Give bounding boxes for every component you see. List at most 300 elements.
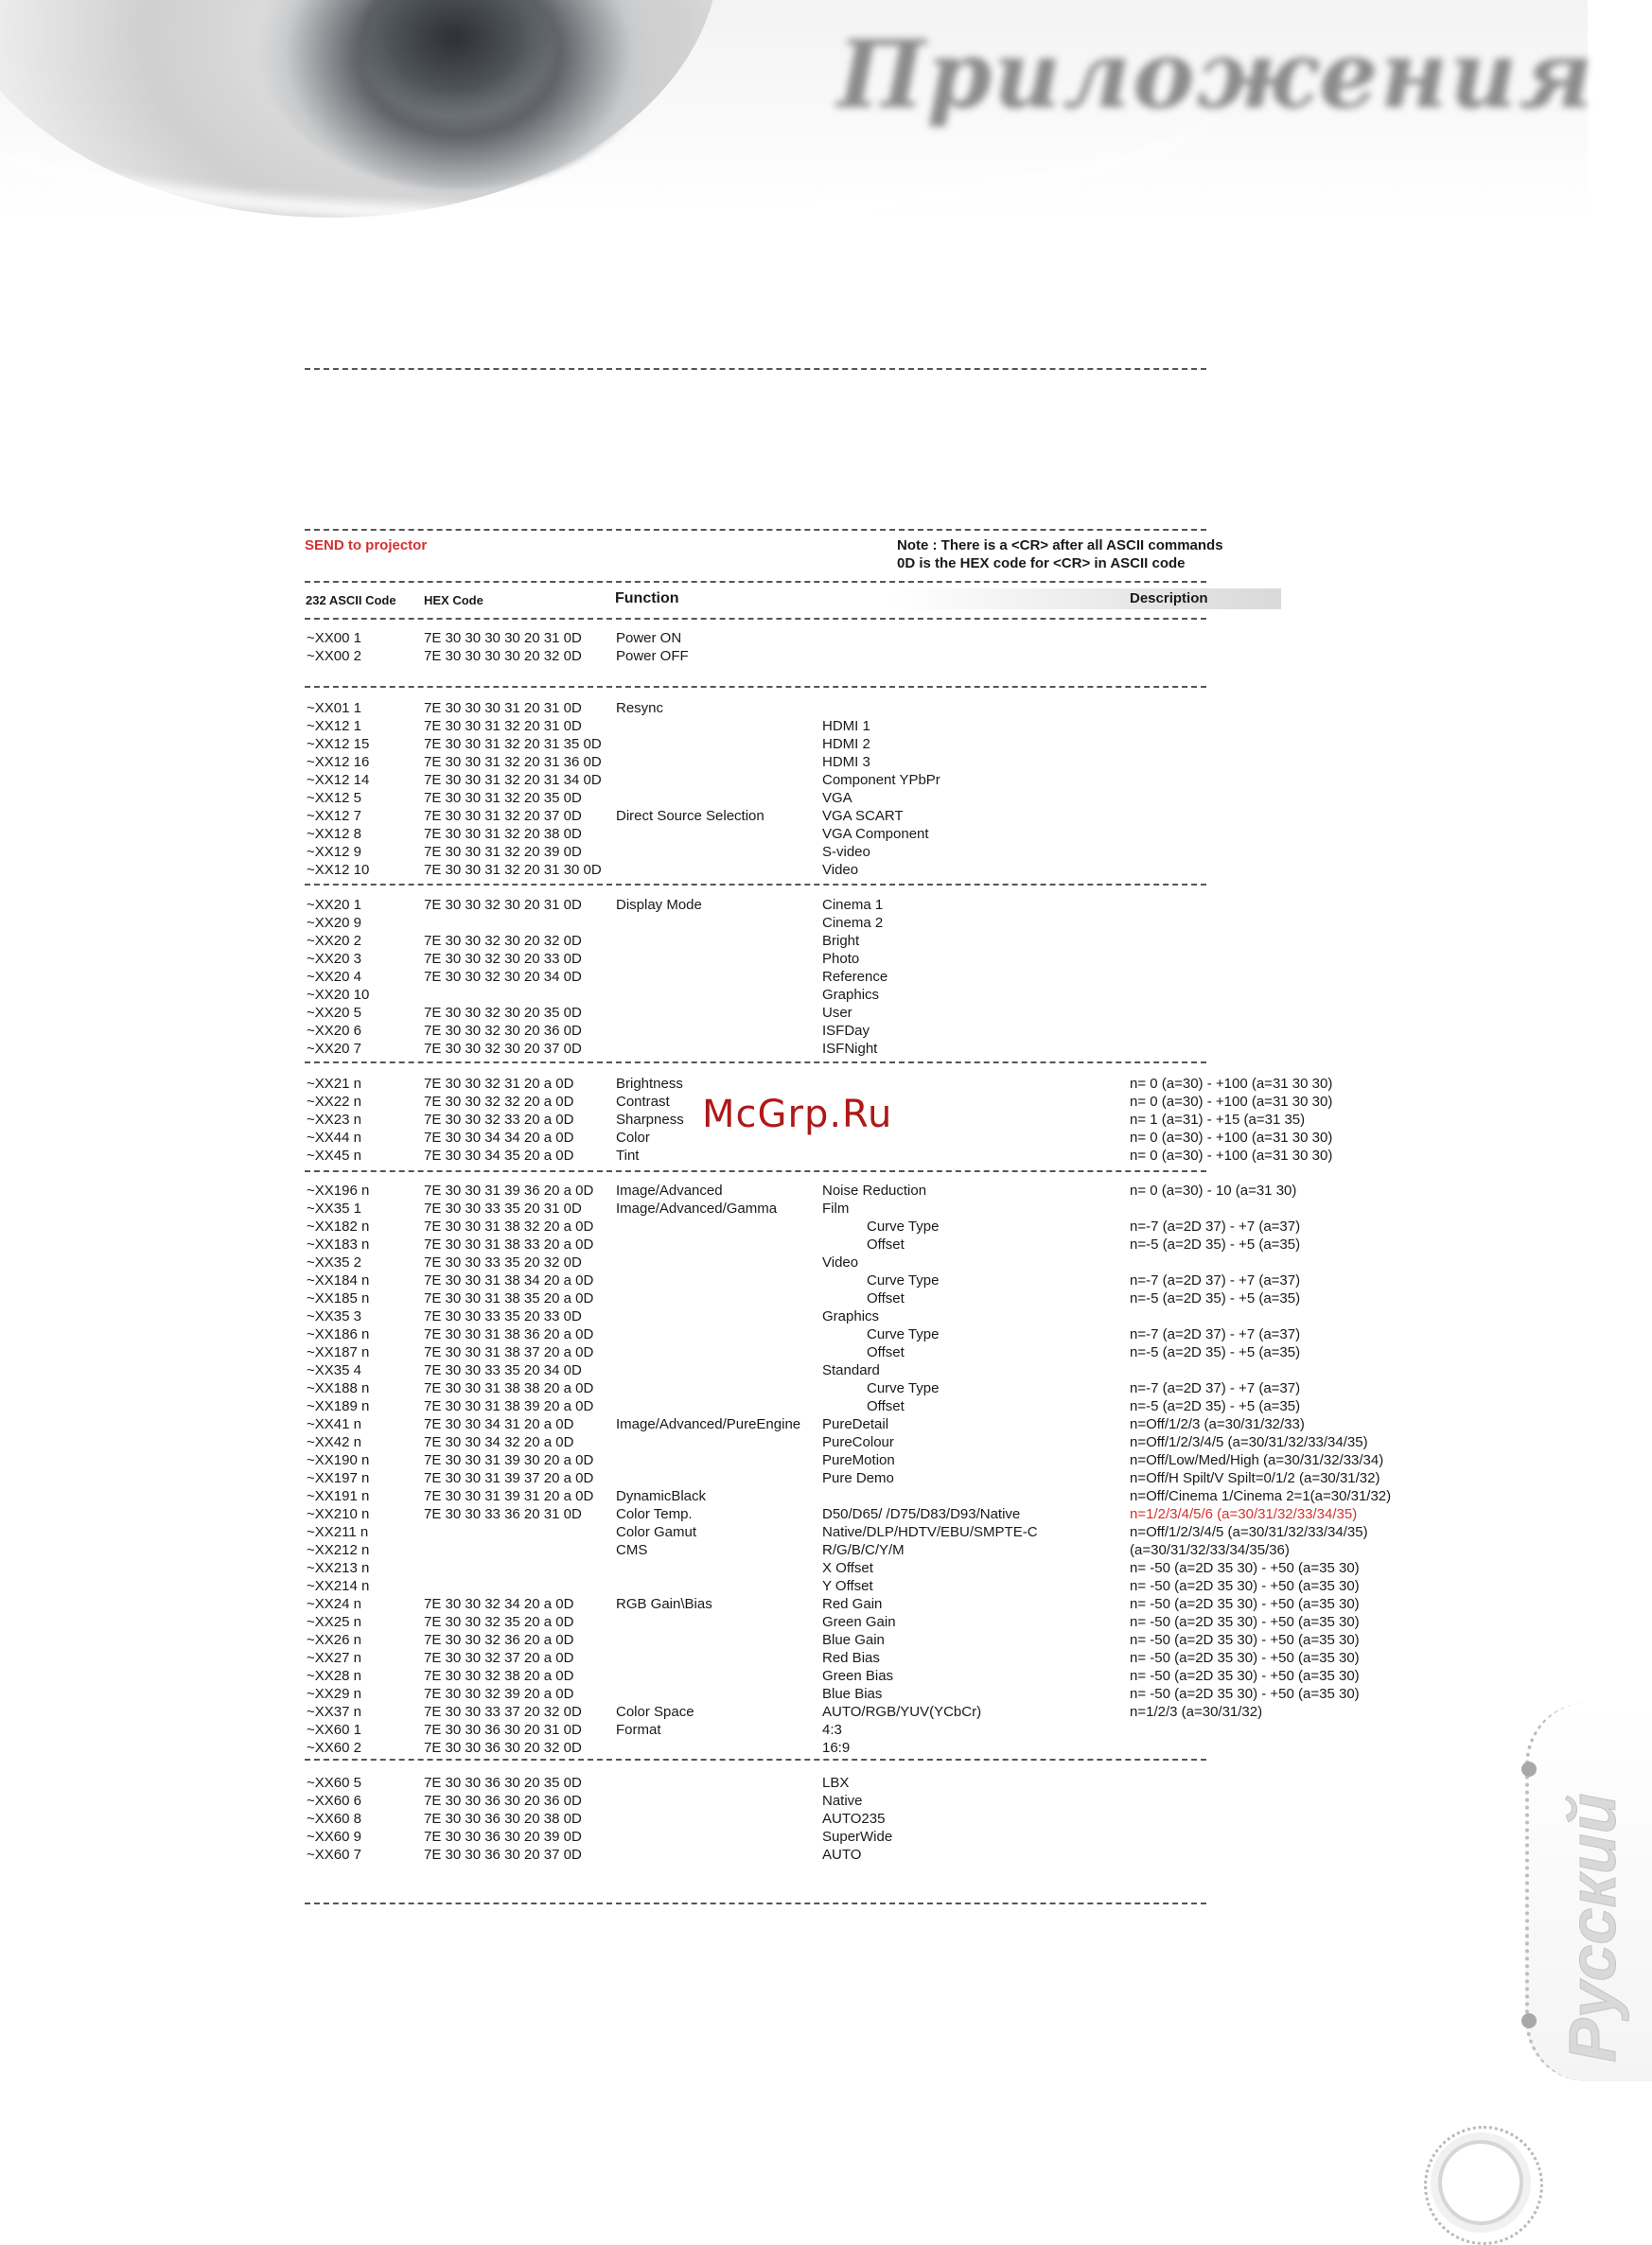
command-code: ~XX24 n — [307, 1596, 361, 1612]
function-option: Curve Type — [867, 1219, 940, 1235]
divider — [305, 1061, 1206, 1063]
hex-code: 7E 30 30 30 30 20 31 0D — [424, 630, 582, 646]
table-row — [0, 1829, 1588, 1847]
tab-dot — [1521, 2013, 1537, 2028]
tab-dot — [1521, 1762, 1537, 1777]
function: Color Temp. — [616, 1506, 693, 1522]
function-option: R/G/B/C/Y/M — [822, 1542, 905, 1558]
function-option: Blue Gain — [822, 1632, 885, 1648]
table-row — [0, 630, 1588, 648]
command-code: ~XX191 n — [307, 1488, 370, 1504]
description: n=-5 (a=2D 35) - +5 (a=35) — [1130, 1344, 1301, 1360]
function: Tint — [616, 1148, 640, 1164]
hex-code: 7E 30 30 33 37 20 32 0D — [424, 1704, 582, 1720]
table-row — [0, 987, 1588, 1005]
hex-code: 7E 30 30 31 32 20 37 0D — [424, 808, 582, 824]
table-row — [0, 754, 1588, 772]
command-code: ~XX12 1 — [307, 718, 361, 734]
function-option: AUTO/RGB/YUV(YCbCr) — [822, 1704, 982, 1720]
function-option: Native — [822, 1793, 863, 1809]
table-row — [0, 826, 1588, 844]
page-number-badge — [1438, 2140, 1523, 2225]
command-code: ~XX212 n — [307, 1542, 370, 1558]
function: Color — [616, 1130, 650, 1146]
col-header-description: Description — [1130, 590, 1208, 606]
function-option: Y Offset — [822, 1578, 873, 1594]
command-code: ~XX20 5 — [307, 1005, 361, 1021]
command-code: ~XX12 8 — [307, 826, 361, 842]
description: n= -50 (a=2D 35 30) - +50 (a=35 30) — [1130, 1560, 1360, 1576]
language-tab-label: Русский — [1555, 1793, 1629, 2062]
hex-code: 7E 30 30 31 32 20 31 34 0D — [424, 772, 602, 788]
hex-code: 7E 30 30 36 30 20 31 0D — [424, 1722, 582, 1738]
table-row — [0, 1542, 1588, 1560]
table-row — [0, 1219, 1588, 1237]
function-option: AUTO235 — [822, 1811, 886, 1827]
hex-code: 7E 30 30 32 30 20 34 0D — [424, 969, 582, 985]
divider — [305, 1759, 1206, 1761]
function-option: Bright — [822, 933, 860, 949]
table-row — [0, 1452, 1588, 1470]
hex-code: 7E 30 30 32 33 20 a 0D — [424, 1112, 574, 1128]
command-code: ~XX25 n — [307, 1614, 361, 1630]
description: n= -50 (a=2D 35 30) - +50 (a=35 30) — [1130, 1596, 1360, 1612]
description: n=Off/1/2/3 (a=30/31/32/33) — [1130, 1416, 1305, 1432]
function: Format — [616, 1722, 661, 1738]
table-row — [0, 1596, 1588, 1614]
command-code: ~XX183 n — [307, 1237, 370, 1253]
hex-code: 7E 30 30 31 32 20 39 0D — [424, 844, 582, 860]
table-row — [0, 1722, 1588, 1740]
table-row — [0, 1488, 1588, 1506]
hex-code: 7E 30 30 36 30 20 37 0D — [424, 1847, 582, 1863]
hex-code: 7E 30 30 31 32 20 31 0D — [424, 718, 582, 734]
table-row — [0, 1614, 1588, 1632]
note-line-1: Note : There is a <CR> after all ASCII commands — [897, 537, 1223, 553]
description: n=-7 (a=2D 37) - +7 (a=37) — [1130, 1380, 1301, 1396]
command-code: ~XX182 n — [307, 1219, 370, 1235]
table-row — [0, 1740, 1588, 1758]
hex-code: 7E 30 30 31 38 34 20 a 0D — [424, 1272, 594, 1289]
function-option: Cinema 1 — [822, 897, 884, 913]
command-code: ~XX60 6 — [307, 1793, 361, 1809]
hex-code: 7E 30 30 32 30 20 35 0D — [424, 1005, 582, 1021]
command-code: ~XX01 1 — [307, 700, 361, 716]
description: n=-7 (a=2D 37) - +7 (a=37) — [1130, 1326, 1301, 1342]
divider — [305, 368, 1206, 370]
command-code: ~XX214 n — [307, 1578, 370, 1594]
hex-code: 7E 30 30 31 38 32 20 a 0D — [424, 1219, 594, 1235]
command-code: ~XX197 n — [307, 1470, 370, 1486]
table-row — [0, 1560, 1588, 1578]
table-row — [0, 1704, 1588, 1722]
function-option: ISFDay — [822, 1023, 870, 1039]
function-option: ISFNight — [822, 1041, 878, 1057]
description: n= -50 (a=2D 35 30) - +50 (a=35 30) — [1130, 1632, 1360, 1648]
table-row — [0, 1076, 1588, 1094]
divider — [305, 884, 1206, 886]
function-option: Pure Demo — [822, 1470, 894, 1486]
function-option: User — [822, 1005, 852, 1021]
description: n=Off/H Spilt/V Spilt=0/1/2 (a=30/31/32) — [1130, 1470, 1380, 1486]
command-code: ~XX21 n — [307, 1076, 361, 1092]
function-option: Video — [822, 1254, 859, 1271]
command-code: ~XX12 7 — [307, 808, 361, 824]
function: Resync — [616, 700, 664, 716]
function-option: 4:3 — [822, 1722, 842, 1738]
table-row — [0, 1578, 1588, 1596]
table-row — [0, 1326, 1588, 1344]
function-option: Red Gain — [822, 1596, 883, 1612]
command-code: ~XX60 9 — [307, 1829, 361, 1845]
table-row — [0, 1398, 1588, 1416]
hex-code: 7E 30 30 34 31 20 a 0D — [424, 1416, 574, 1432]
hex-code: 7E 30 30 36 30 20 32 0D — [424, 1740, 582, 1756]
description: n= -50 (a=2D 35 30) - +50 (a=35 30) — [1130, 1578, 1360, 1594]
table-row — [0, 1470, 1588, 1488]
command-code: ~XX186 n — [307, 1326, 370, 1342]
function: Image/Advanced — [616, 1183, 723, 1199]
table-row — [0, 897, 1588, 915]
table-row — [0, 844, 1588, 862]
command-code: ~XX60 2 — [307, 1740, 361, 1756]
command-code: ~XX60 7 — [307, 1847, 361, 1863]
function-option: PureColour — [822, 1434, 894, 1450]
function-option: Green Gain — [822, 1614, 896, 1630]
function-option: AUTO — [822, 1847, 862, 1863]
function-option: Offset — [867, 1398, 905, 1414]
hex-code: 7E 30 30 32 30 20 31 0D — [424, 897, 582, 913]
hex-code: 7E 30 30 32 37 20 a 0D — [424, 1650, 574, 1666]
command-code: ~XX44 n — [307, 1130, 361, 1146]
hex-code: 7E 30 30 32 30 20 32 0D — [424, 933, 582, 949]
command-code: ~XX41 n — [307, 1416, 361, 1432]
hex-code: 7E 30 30 31 39 31 20 a 0D — [424, 1488, 594, 1504]
command-code: ~XX23 n — [307, 1112, 361, 1128]
hex-code: 7E 30 30 32 38 20 a 0D — [424, 1668, 574, 1684]
command-code: ~XX27 n — [307, 1650, 361, 1666]
table-row — [0, 1272, 1588, 1290]
hex-code: 7E 30 30 30 31 20 31 0D — [424, 700, 582, 716]
col-header-hex: HEX Code — [424, 593, 483, 607]
function-option: Offset — [867, 1237, 905, 1253]
function-option: PureMotion — [822, 1452, 895, 1468]
command-code: ~XX22 n — [307, 1094, 361, 1110]
hex-code: 7E 30 30 31 32 20 31 36 0D — [424, 754, 602, 770]
table-row — [0, 1308, 1588, 1326]
hex-code: 7E 30 30 31 32 20 31 35 0D — [424, 736, 602, 752]
function-option: VGA — [822, 790, 852, 806]
table-row — [0, 1380, 1588, 1398]
divider — [305, 529, 1206, 531]
description: n= -50 (a=2D 35 30) - +50 (a=35 30) — [1130, 1650, 1360, 1666]
table-row — [0, 1201, 1588, 1219]
table-row — [0, 1183, 1588, 1201]
table-row — [0, 1668, 1588, 1686]
description: n=Off/1/2/3/4/5 (a=30/31/32/33/34/35) — [1130, 1524, 1368, 1540]
function-option: Red Bias — [822, 1650, 880, 1666]
table-row — [0, 1041, 1588, 1059]
function-option: LBX — [822, 1775, 850, 1791]
function-option: Photo — [822, 951, 860, 967]
hex-code: 7E 30 30 32 32 20 a 0D — [424, 1094, 574, 1110]
function-option: Graphics — [822, 1308, 880, 1324]
command-code: ~XX12 9 — [307, 844, 361, 860]
table-row — [0, 772, 1588, 790]
table-row — [0, 648, 1588, 666]
command-code: ~XX187 n — [307, 1344, 370, 1360]
table-row — [0, 1254, 1588, 1272]
function-option: HDMI 1 — [822, 718, 870, 734]
description: n=-7 (a=2D 37) - +7 (a=37) — [1130, 1219, 1301, 1235]
function-option: Offset — [867, 1344, 905, 1360]
function-option: SuperWide — [822, 1829, 893, 1845]
function-option: HDMI 3 — [822, 754, 870, 770]
description: n=-7 (a=2D 37) - +7 (a=37) — [1130, 1272, 1301, 1289]
command-code: ~XX00 2 — [307, 648, 361, 664]
hex-code: 7E 30 30 31 39 30 20 a 0D — [424, 1452, 594, 1468]
command-code: ~XX37 n — [307, 1704, 361, 1720]
description: n= 0 (a=30) - +100 (a=31 30 30) — [1130, 1148, 1333, 1164]
hex-code: 7E 30 30 31 38 39 20 a 0D — [424, 1398, 594, 1414]
function-option: Component YPbPr — [822, 772, 940, 788]
function-option: VGA SCART — [822, 808, 904, 824]
hex-code: 7E 30 30 30 30 20 32 0D — [424, 648, 582, 664]
hex-code: 7E 30 30 32 35 20 a 0D — [424, 1614, 574, 1630]
description: n= -50 (a=2D 35 30) - +50 (a=35 30) — [1130, 1614, 1360, 1630]
command-code: ~XX12 5 — [307, 790, 361, 806]
note-line-2: 0D is the HEX code for <CR> in ASCII code — [897, 555, 1186, 571]
function-option: Offset — [867, 1290, 905, 1307]
hex-code: 7E 30 30 36 30 20 38 0D — [424, 1811, 582, 1827]
function-option: Curve Type — [867, 1380, 940, 1396]
function-option: Curve Type — [867, 1272, 940, 1289]
function: Color Gamut — [616, 1524, 697, 1540]
command-code: ~XX60 8 — [307, 1811, 361, 1827]
table-row — [0, 1344, 1588, 1362]
hex-code: 7E 30 30 31 38 36 20 a 0D — [424, 1326, 594, 1342]
command-code: ~XX26 n — [307, 1632, 361, 1648]
function-option: Reference — [822, 969, 888, 985]
command-code: ~XX20 7 — [307, 1041, 361, 1057]
description: n=Off/Cinema 1/Cinema 2=1(a=30/31/32) — [1130, 1488, 1392, 1504]
table-row — [0, 1005, 1588, 1023]
function-option: Graphics — [822, 987, 880, 1003]
command-code: ~XX188 n — [307, 1380, 370, 1396]
description: n= -50 (a=2D 35 30) - +50 (a=35 30) — [1130, 1686, 1360, 1702]
command-code: ~XX210 n — [307, 1506, 370, 1522]
function: CMS — [616, 1542, 648, 1558]
command-code: ~XX184 n — [307, 1272, 370, 1289]
divider — [305, 618, 1206, 620]
table-row — [0, 1847, 1588, 1865]
table-row — [0, 1524, 1588, 1542]
function: Brightness — [616, 1076, 683, 1092]
divider — [305, 581, 1206, 583]
table-row — [0, 1434, 1588, 1452]
function-option: Cinema 2 — [822, 915, 884, 931]
function: Display Mode — [616, 897, 702, 913]
table-row — [0, 1237, 1588, 1254]
command-code: ~XX213 n — [307, 1560, 370, 1576]
command-code: ~XX20 6 — [307, 1023, 361, 1039]
table-row — [0, 862, 1588, 880]
command-code: ~XX20 2 — [307, 933, 361, 949]
hex-code: 7E 30 30 31 38 38 20 a 0D — [424, 1380, 594, 1396]
header-banner — [0, 0, 1595, 218]
hex-code: 7E 30 30 32 39 20 a 0D — [424, 1686, 574, 1702]
divider — [305, 686, 1206, 688]
function-option: 16:9 — [822, 1740, 851, 1756]
hex-code: 7E 30 30 34 32 20 a 0D — [424, 1434, 574, 1450]
table-row — [0, 1506, 1588, 1524]
command-code: ~XX35 4 — [307, 1362, 361, 1378]
function: RGB Gain\Bias — [616, 1596, 712, 1612]
watermark: McGrp.Ru — [702, 1093, 893, 1136]
command-code: ~XX190 n — [307, 1452, 370, 1468]
col-header-function: Function — [615, 590, 679, 606]
description: n=Off/Low/Med/High (a=30/31/32/33/34) — [1130, 1452, 1384, 1468]
table-row — [0, 1632, 1588, 1650]
function-option: Film — [822, 1201, 850, 1217]
table-row — [0, 1023, 1588, 1041]
command-code: ~XX60 5 — [307, 1775, 361, 1791]
table-row — [0, 951, 1588, 969]
command-code: ~XX189 n — [307, 1398, 370, 1414]
command-code: ~XX12 15 — [307, 736, 370, 752]
command-code: ~XX12 16 — [307, 754, 370, 770]
command-code: ~XX20 9 — [307, 915, 361, 931]
hex-code: 7E 30 30 32 31 20 a 0D — [424, 1076, 574, 1092]
hex-code: 7E 30 30 32 30 20 37 0D — [424, 1041, 582, 1057]
table-row — [0, 915, 1588, 933]
function: Color Space — [616, 1704, 694, 1720]
command-code: ~XX29 n — [307, 1686, 361, 1702]
table-row — [0, 808, 1588, 826]
hex-code: 7E 30 30 34 35 20 a 0D — [424, 1148, 574, 1164]
function-option: D50/D65/ /D75/D83/D93/Native — [822, 1506, 1021, 1522]
command-code: ~XX45 n — [307, 1148, 361, 1164]
hex-code: 7E 30 30 32 34 20 a 0D — [424, 1596, 574, 1612]
function-option: Green Bias — [822, 1668, 894, 1684]
description: n=1/2/3 (a=30/31/32) — [1130, 1704, 1263, 1720]
command-code: ~XX60 1 — [307, 1722, 361, 1738]
function-option: Video — [822, 862, 859, 878]
hex-code: 7E 30 30 31 39 37 20 a 0D — [424, 1470, 594, 1486]
function: Direct Source Selection — [616, 808, 764, 824]
command-code: ~XX20 10 — [307, 987, 370, 1003]
function: Image/Advanced/Gamma — [616, 1201, 778, 1217]
command-code: ~XX211 n — [307, 1524, 369, 1540]
description: n=-5 (a=2D 35) - +5 (a=35) — [1130, 1290, 1301, 1307]
command-code: ~XX20 1 — [307, 897, 361, 913]
description: n=-5 (a=2D 35) - +5 (a=35) — [1130, 1398, 1301, 1414]
command-code: ~XX20 3 — [307, 951, 361, 967]
table-row — [0, 1650, 1588, 1668]
table-row — [0, 933, 1588, 951]
function-option: HDMI 2 — [822, 736, 870, 752]
table-row — [0, 1775, 1588, 1793]
function: Power OFF — [616, 648, 689, 664]
function-option: VGA Component — [822, 826, 929, 842]
description: n= 1 (a=31) - +15 (a=31 35) — [1130, 1112, 1306, 1128]
command-code: ~XX42 n — [307, 1434, 361, 1450]
table-row — [0, 969, 1588, 987]
command-code: ~XX185 n — [307, 1290, 370, 1307]
function: Image/Advanced/PureEngine — [616, 1416, 801, 1432]
hex-code: 7E 30 30 33 36 20 31 0D — [424, 1506, 582, 1522]
command-code: ~XX12 10 — [307, 862, 370, 878]
function-option: Curve Type — [867, 1326, 940, 1342]
function-option: Blue Bias — [822, 1686, 883, 1702]
table-row — [0, 1362, 1588, 1380]
table-row — [0, 736, 1588, 754]
hex-code: 7E 30 30 31 32 20 31 30 0D — [424, 862, 602, 878]
function-option: PureDetail — [822, 1416, 889, 1432]
description: n=Off/1/2/3/4/5 (a=30/31/32/33/34/35) — [1130, 1434, 1368, 1450]
command-code: ~XX35 3 — [307, 1308, 361, 1324]
function-option: Native/DLP/HDTV/EBU/SMPTE-C — [822, 1524, 1038, 1540]
command-code: ~XX00 1 — [307, 630, 361, 646]
hex-code: 7E 30 30 32 36 20 a 0D — [424, 1632, 574, 1648]
hex-code: 7E 30 30 31 39 36 20 a 0D — [424, 1183, 594, 1199]
description: n= 0 (a=30) - +100 (a=31 30 30) — [1130, 1130, 1333, 1146]
function: DynamicBlack — [616, 1488, 707, 1504]
table-row — [0, 1686, 1588, 1704]
description: n=1/2/3/4/5/6 (a=30/31/32/33/34/35) — [1130, 1506, 1358, 1522]
table-row — [0, 1148, 1588, 1166]
function: Sharpness — [616, 1112, 684, 1128]
divider — [305, 1903, 1206, 1904]
function-option: X Offset — [822, 1560, 873, 1576]
hex-code: 7E 30 30 33 35 20 33 0D — [424, 1308, 582, 1324]
hex-code: 7E 30 30 36 30 20 39 0D — [424, 1829, 582, 1845]
function: Contrast — [616, 1094, 670, 1110]
description: n= 0 (a=30) - 10 (a=31 30) — [1130, 1183, 1297, 1199]
command-code: ~XX20 4 — [307, 969, 361, 985]
col-header-code: 232 ASCII Code — [306, 593, 396, 607]
command-code: ~XX35 1 — [307, 1201, 361, 1217]
hex-code: 7E 30 30 32 30 20 33 0D — [424, 951, 582, 967]
table-row — [0, 1416, 1588, 1434]
hex-code: 7E 30 30 31 38 35 20 a 0D — [424, 1290, 594, 1307]
hex-code: 7E 30 30 33 35 20 32 0D — [424, 1254, 582, 1271]
description: n= 0 (a=30) - +100 (a=31 30 30) — [1130, 1094, 1333, 1110]
function-option: Standard — [822, 1362, 880, 1378]
table-row — [0, 718, 1588, 736]
hex-code: 7E 30 30 32 30 20 36 0D — [424, 1023, 582, 1039]
function-option: Noise Reduction — [822, 1183, 927, 1199]
command-code: ~XX12 14 — [307, 772, 370, 788]
hex-code: 7E 30 30 34 34 20 a 0D — [424, 1130, 574, 1146]
hex-code: 7E 30 30 31 32 20 38 0D — [424, 826, 582, 842]
hex-code: 7E 30 30 33 35 20 31 0D — [424, 1201, 582, 1217]
table-row — [0, 700, 1588, 718]
hex-code: 7E 30 30 31 38 37 20 a 0D — [424, 1344, 594, 1360]
command-code: ~XX35 2 — [307, 1254, 361, 1271]
command-code: ~XX196 n — [307, 1183, 370, 1199]
hex-code: 7E 30 30 33 35 20 34 0D — [424, 1362, 582, 1378]
description: n= 0 (a=30) - +100 (a=31 30 30) — [1130, 1076, 1333, 1092]
divider — [305, 1170, 1206, 1172]
send-to-projector-label: SEND to projector — [305, 537, 428, 553]
function: Power ON — [616, 630, 682, 646]
command-code: ~XX28 n — [307, 1668, 361, 1684]
description: n= -50 (a=2D 35 30) - +50 (a=35 30) — [1130, 1668, 1360, 1684]
hex-code: 7E 30 30 31 38 33 20 a 0D — [424, 1237, 594, 1253]
hex-code: 7E 30 30 31 32 20 35 0D — [424, 790, 582, 806]
hex-code: 7E 30 30 36 30 20 35 0D — [424, 1775, 582, 1791]
